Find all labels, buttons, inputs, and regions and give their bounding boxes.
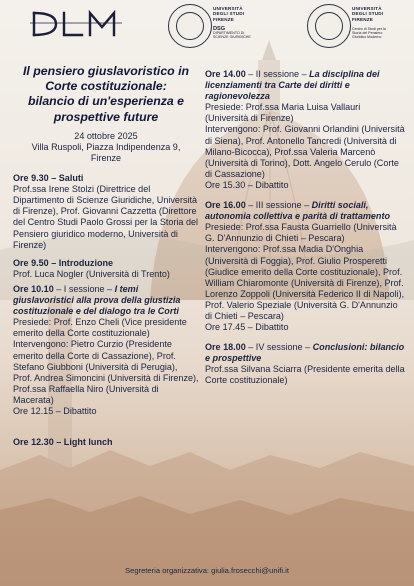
session2-chair: Presiede: Prof.ssa Maria Luisa Vallauri (Università di Firenze) [205,102,361,124]
session4-label: – IV sessione – [248,342,311,353]
event-venue [13,142,199,164]
conference-title [13,64,199,125]
program-session-3 [205,200,405,333]
logo1-abbr: DSG [213,26,226,32]
session2-title: La disciplina dei licenziamenti tra Carte dei diritti e ragionevolezza [205,69,380,102]
saluti-speakers: Prof.ssa Irene Stolzi (Direttrice del Dipartimento di Scienze Giuridiche, Università di Firenze), Prof. Giovanni Cazzetta (Direttore del Centro Studi Paolo Grossi per la Storia del Pensiero giuridico moderno, Università di Firenze) [13,184,199,250]
program-introduzione [13,258,199,280]
title-line-4: prospettive future [53,109,159,124]
session2-label: – II sessione – [248,69,307,79]
session4-title: Conclusioni: bilancio e prospettive [205,342,405,364]
right-column [205,69,405,387]
logo1-department [213,27,253,40]
unifi-dsg-logo [168,4,251,48]
session2-debate: Ore 15.30 – Dibattito [205,179,289,190]
session3-debate: Ore 17.45 – Dibattito [205,322,289,333]
session1-debate: Ore 12.15 – Dibattito [13,405,97,416]
logo1-dept: DIPARTIMENTO DI SCIENZE GIURIDICHE [213,31,251,40]
session3-label: – III sessione – [248,200,310,211]
university-seal-icon [307,4,351,48]
title-line-3: bilancio di un'esperienza e [28,94,184,109]
session3-chair: Presiede: Prof.ssa Fausta Guarriello (Università G. D'Annunzio di Chieti – Pescara) [205,222,397,244]
session2-speakers: Intervengono: Prof. Giovanni Orlandini (Università di Siena), Prof. Antonello Tancredi (Università di Milano-Bicocca), Prof.ssa Valeria Marcenò (Università di Torino), Dott. Angelo Cerulo (Corte di Cassazione) [205,124,405,179]
venue-line-1: Villa Ruspoli, Piazza Indipendenza 9, [31,141,181,152]
program-session-2 [205,69,405,191]
logo1-name: UNIVERSITÀ DEGLI STUDI FIRENZE [213,6,245,22]
session3-title: Diritti sociali, autonomia collettiva e parità di trattamento [205,200,390,222]
session2-time: Ore 14.00 [205,69,246,79]
introduzione-heading: Ore 9.50 – Introduzione [13,257,114,268]
session1-time: Ore 10.10 [13,283,54,294]
title-line-1: Il pensiero giuslavoristico in [22,64,190,78]
logo2-centro: Centro di Studi per la Storia del Pensiero Giuridico Moderno [352,27,386,40]
session1-label: – I sessione – [56,283,113,294]
unifi-centro-logo [307,4,387,48]
session3-speakers: Intervengono: Prof.ssa Madia D'Onghia (Università di Foggia), Prof. Giulio Prosperetti (Giudice emerito della Corte costituzionale), Prof. William Chiaromonte (Università di Firenze), Prof. Lorenzo Zoppoli (Università Federico II di Napoli), Prof. Valerio Speziale (Università G. D'Annunzio di Chieti – Pescara) [205,244,405,321]
program-session-4 [205,342,405,386]
saluti-heading: Ore 9.30 – Saluti [13,173,84,184]
session4-time: Ore 18.00 [205,342,246,353]
introduzione-speaker: Prof. Luca Nogler (Università di Trento) [13,268,170,279]
event-date: 24 ottobre 2025 [74,130,138,141]
venue-line-2: Firenze [90,153,122,163]
header [0,0,414,52]
left-column [13,64,199,448]
program-lunch: Ore 12.30 – Light lunch [13,437,113,448]
session1-chair: Presiede: Prof. Enzo Cheli (Vice presidente emerito della Corte costituzionale) [13,317,187,339]
dlm-logo [30,9,122,39]
program-saluti [13,173,199,251]
footer-contact: Segreteria organizzativa: giulia.frosecchi@unifi.it [125,566,289,575]
logo2-name: UNIVERSITÀ DEGLI STUDI FIRENZE [352,6,384,22]
session3-time: Ore 16.00 [205,200,246,211]
session1-speakers: Intervengono: Pietro Curzio (Presidente emerito della Corte di Cassazione), Prof. Stefano Giubboni (Università di Perugia), Prof. Andrea Simoncini (Università di Firenze), Prof.ssa Raffaella Niro (Università di Macerata) [13,339,199,405]
session1-title: I temi giuslavoristici alla prova della giustizia costituzionale e del dialogo tra le Corti [13,283,181,317]
university-seal-icon [168,4,212,48]
session4-speaker: Prof.ssa Silvana Sciarra (Presidente emerita della Corte costituzionale) [205,364,405,386]
title-line-2: Corte costituzionale: [45,79,167,94]
program-session-1 [13,284,199,417]
